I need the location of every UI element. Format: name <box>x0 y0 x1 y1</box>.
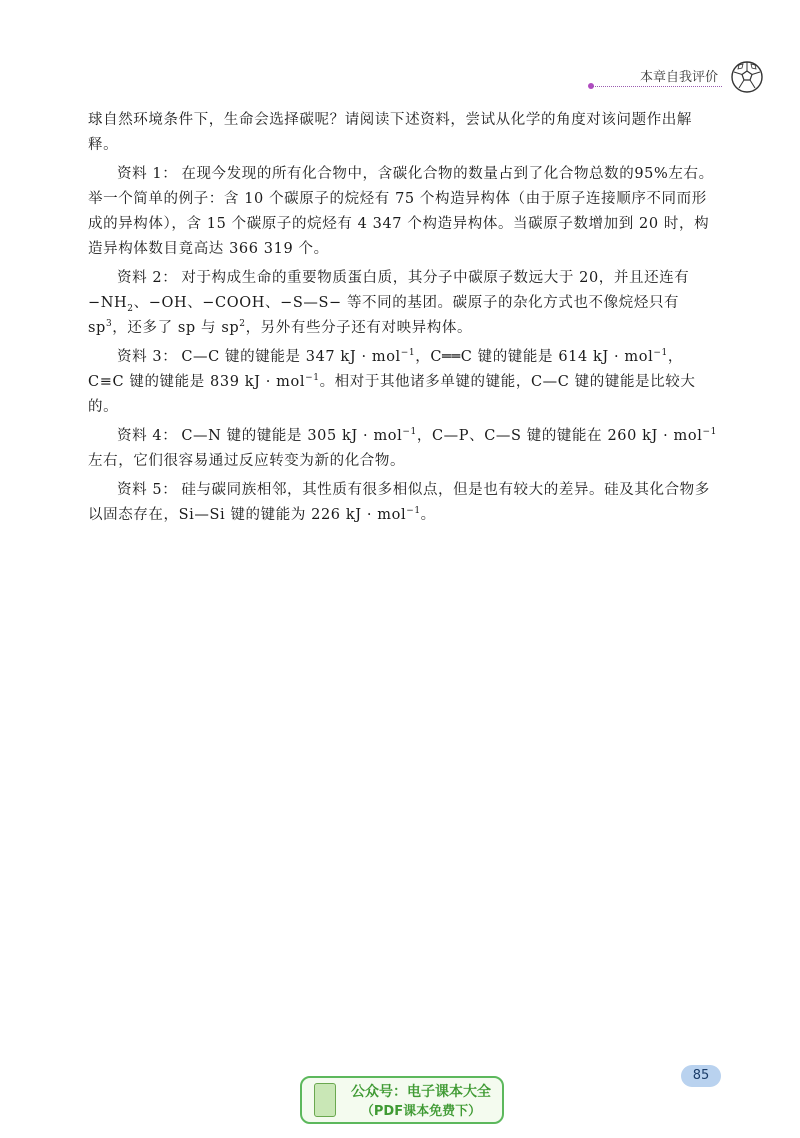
watermark-line-2: （PDF课本免费下） <box>360 1104 482 1119</box>
material-1-label: 资料 1： <box>117 166 178 182</box>
material-2-label: 资料 2： <box>117 270 178 286</box>
material-4-label: 资料 4： <box>117 428 178 444</box>
superscript: 2 <box>239 319 246 330</box>
subscript: 2 <box>127 303 134 314</box>
material-4-text: C—N 键的键能是 305 kJ · mol <box>181 428 403 444</box>
intro-text: 球自然环境条件下，生命会选择碳呢？请阅读下述资料，尝试从化学的角度对该问题作出解释。 <box>88 112 692 153</box>
page-number: 85 <box>681 1065 721 1087</box>
material-2-text: ，另外有些分子还有对映异构体。 <box>245 320 473 336</box>
header-divider <box>592 86 722 87</box>
paragraph-material-5 <box>88 478 718 528</box>
material-3-text: ，C≡C 键的键能是 839 kJ · mol <box>88 349 683 390</box>
superscript: −1 <box>702 427 717 438</box>
material-4-text: 左右，它们很容易通过反应转变为新的化合物。 <box>88 453 406 469</box>
superscript: −1 <box>305 373 320 384</box>
material-2-text: 对于构成生命的重要物质蛋白质，其分子中碳原子数远大于 20，并且还连有 −NH <box>88 270 690 311</box>
paragraph-intro <box>88 108 718 158</box>
material-5-label: 资料 5： <box>117 482 178 498</box>
superscript: 3 <box>105 319 113 330</box>
paragraph-material-2 <box>88 266 718 341</box>
watermark-line-1: 公众号：电子课本大全 <box>351 1084 491 1100</box>
paragraph-material-4 <box>88 424 718 474</box>
soccer-ball-icon <box>730 60 764 94</box>
material-2-text: ，还多了 sp 与 sp <box>112 320 240 336</box>
material-1-text: 在现今发现的所有化合物中，含碳化合物的数量占到了化合物总数的95%左右。举一个简单的例子：含 10 个碳原子的烷烃有 75 个构造异构体（由于原子连接顺序不同而形成的异构体），含 15 个碳原子的烷烃有 4 347 个构造异构体。当碳原子数增加到 20 时，构造异构体数目竟高达 366 319 个。 <box>88 166 714 257</box>
superscript: −1 <box>406 506 421 517</box>
material-2-text: 、−OH、−COOH、−S—S− 等不同的基团。碳原子的杂化方式也不像烷烃只有 sp <box>88 295 680 336</box>
material-5-text: 。 <box>420 507 436 523</box>
superscript: −1 <box>402 427 417 438</box>
material-3-text: ，C══C 键的键能是 614 kJ · mol <box>415 349 654 365</box>
paragraph-material-3 <box>88 345 718 420</box>
superscript: −1 <box>653 348 668 359</box>
material-3-label: 资料 3： <box>117 349 178 365</box>
superscript: −1 <box>400 348 416 359</box>
header-title: 本章自我评价 <box>639 70 718 85</box>
body-text <box>88 108 718 532</box>
book-icon <box>314 1083 336 1117</box>
chapter-header <box>560 58 770 88</box>
material-3-text: 。相对于其他诸多单键的键能，C—C 键的键能是比较大的。 <box>88 374 696 415</box>
material-5-text: 硅与碳同族相邻，其性质有很多相似点，但是也有较大的差异。硅及其化合物多以固态存在，Si—Si 键的键能为 226 kJ · mol <box>88 482 710 523</box>
paragraph-material-1 <box>88 162 718 262</box>
material-3-text: C—C 键的键能是 347 kJ · mol <box>181 349 401 365</box>
material-4-text: ，C—P、C—S 键的键能在 260 kJ · mol <box>416 428 703 444</box>
watermark-badge <box>300 1076 504 1124</box>
